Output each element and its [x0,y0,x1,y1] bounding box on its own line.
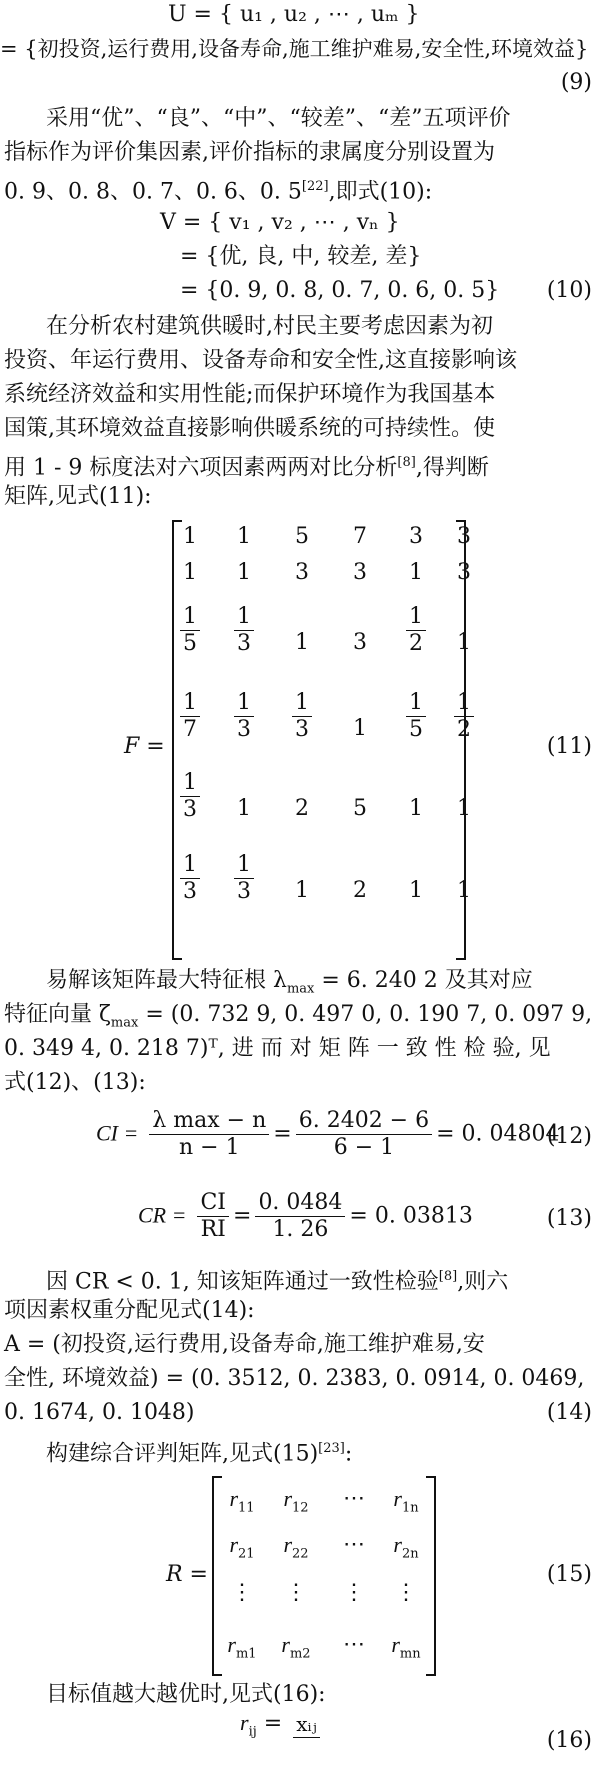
matrix-r-cell [386,1532,426,1561]
matrix-r-var: r [227,1632,236,1657]
matrix-fraction [234,690,254,743]
para1-line2: 指标作为评价集因素,评价指标的隶属度分别设置为 [4,140,495,165]
para2-line5-tail: ,得判断 [415,455,489,481]
para2-line5-text: 用 1 - 9 标度法对六项因素两两对比分析 [4,455,398,481]
fraction-denominator: 3 [237,879,251,904]
eq-number-16: (16) [546,1728,592,1753]
cr-den-2: 1. 26 [272,1217,329,1242]
para2-line3: 系统经济效益和实用性能;而保护环境作为我国基本 [4,382,496,407]
fraction-denominator: 3 [237,717,251,742]
citation-8b: [8] [438,1269,458,1284]
ci-den-2: 6 − 1 [333,1135,395,1160]
matrix-r-cell: ⋯ [343,1532,365,1557]
matrix-r-cell: ⋮ [231,1580,253,1605]
para3-line2-tail: = (0. 732 9, 0. 497 0, 0. 190 7, 0. 097 9, [138,1002,593,1027]
lambda-max-sub: max [286,981,315,997]
matrix-fraction [234,852,254,905]
matrix-r-cell [222,1486,262,1515]
matrix-r-cell: ⋯ [343,1486,365,1511]
fraction-numerator: 1 [292,690,312,717]
cr-fraction-2 [255,1190,345,1243]
fraction-denominator: 3 [183,797,197,822]
para4-line3: A = (初投资,运行费用,设备寿命,施工维护难易,安 [4,1332,485,1357]
matrix-f-cell [282,690,322,743]
fraction-denominator: 7 [183,717,197,742]
matrix-f-cell: 1 [457,878,471,903]
matrix-r-cell [276,1486,316,1515]
v-set-words: = {优, 良, 中, 较差, 差} [180,244,422,269]
matrix-f-cell: 1 [183,524,197,549]
matrix-f-cell: 3 [295,560,309,585]
fraction-denominator: 5 [183,631,197,656]
matrix-f-cell: 1 [457,630,471,655]
matrix-r-var: r [283,1486,292,1511]
para4-line4: 全性, 环境效益) = (0. 3512, 0. 2383, 0. 0914, 0. 0469, [4,1366,585,1391]
matrix-r-cell: ⋮ [395,1580,417,1605]
fraction-denominator: 3 [237,631,251,656]
matrix-fraction [180,770,200,823]
matrix-r-cell [386,1486,426,1515]
matrix-r-var: r [229,1486,238,1511]
matrix-f-cell: 3 [353,630,367,655]
matrix-r-right-bracket [426,1476,436,1676]
matrix-f-cell: 2 [353,878,367,903]
cr-num-1: CI [197,1190,229,1217]
fraction-numerator: 1 [234,852,254,879]
para3-line3: 0. 349 4, 0. 218 7)ᵀ, 进 而 对 矩 阵 一 致 性 检 验, 见 [4,1036,551,1061]
matrix-r-sub: mn [399,1646,421,1662]
matrix-fraction [406,690,426,743]
zeta-max-sub: max [110,1015,139,1031]
matrix-r-var: r [281,1632,290,1657]
matrix-r-cell: ⋮ [285,1580,307,1605]
citation-8: [8] [397,455,416,470]
matrix-f-cell: 1 [295,630,309,655]
matrix-f-cell: 1 [409,878,423,903]
matrix-r-var: r [393,1486,402,1511]
matrix-r-cell [222,1532,262,1561]
eq-number-11: (11) [546,734,592,759]
para3-line4: 式(12)、(13): [4,1070,146,1095]
cr-fraction-1 [197,1190,229,1243]
para1-line3-text: 0. 9、0. 8、0. 7、0. 6、0. 5 [4,179,302,205]
rij-equation: $r_{ij}$ = xᵢⱼ [240,1710,324,1745]
para3-line1-tail: = 6. 240 2 及其对应 [314,968,533,993]
para2-line2: 投资、年运行费用、设备寿命和安全性,这直接影响该 [4,348,517,373]
fraction-numerator: 1 [406,690,426,717]
v-set-values: = {0. 9, 0. 8, 0. 7, 0. 6, 0. 5} [180,278,500,303]
matrix-f-cell: 1 [409,560,423,585]
matrix-r-cell [386,1632,426,1661]
fraction-numerator: 1 [406,604,426,631]
matrix-f-cell: 1 [409,796,423,821]
matrix-f-cell [224,604,264,657]
eq-number-9: (9) [560,70,592,95]
matrix-r-sub: m2 [289,1646,311,1662]
matrix-r-cell [276,1532,316,1561]
cr-num-2: 0. 0484 [255,1190,345,1217]
rij-fraction [293,1711,320,1738]
matrix-r-cell [222,1632,262,1661]
para5-line1-text: 构建综合评判矩阵,见式(15) [46,1441,319,1467]
r-label: R = [166,1562,208,1587]
eq-number-15: (15) [546,1562,592,1587]
matrix-f-cell: 3 [457,524,471,549]
cr-den-1: RI [200,1217,226,1242]
fraction-numerator: 1 [180,604,200,631]
fraction-denominator: 3 [183,879,197,904]
para3-line1-text: 易解该矩阵最大特征根 λ [46,968,287,993]
para5-line1 [46,1434,352,1469]
matrix-r-var: r [391,1632,400,1657]
fraction-numerator: 1 [234,604,254,631]
matrix-f-cell: 1 [353,716,367,741]
matrix-f-cell [396,604,436,657]
matrix-r-cell [276,1632,316,1661]
matrix-f-cell: 1 [237,524,251,549]
matrix-f-cell: 1 [237,560,251,585]
matrix-r-sub: 2n [401,1546,419,1562]
ci-num-2: 6. 2402 − 6 [296,1108,432,1135]
matrix-f-cell: 2 [295,796,309,821]
para1-line3-tail: ,即式(10): [328,179,433,205]
matrix-r-var: r [393,1532,402,1557]
para2-line1: 在分析农村建筑供暖时,村民主要考虑因素为初 [46,314,493,339]
matrix-f-cell: 5 [295,524,309,549]
matrix-fraction [234,604,254,657]
para6-line1: 目标值越大越优时,见式(16): [46,1682,326,1707]
matrix-f-cell: 1 [183,560,197,585]
fraction-numerator: 1 [180,852,200,879]
fraction-numerator: 1 [454,690,474,717]
para1-line1: 采用“优”、“良”、“中”、“较差”、“差”五项评价 [46,106,511,131]
eq-number-12: (12) [546,1124,592,1149]
para1-line3 [4,172,432,207]
para2-line5 [4,448,489,483]
matrix-f-cell: 1 [457,796,471,821]
matrix-r-cell: ⋮ [343,1580,365,1605]
para3-line2-text: 特征向量 ζ [4,1002,111,1027]
para5-line1-tail: : [344,1441,353,1467]
matrix-r-sub: 1n [401,1500,419,1516]
matrix-r-sub: 11 [238,1500,255,1516]
para3-line2 [4,1000,592,1038]
matrix-f-cell: 3 [457,560,471,585]
para4-line1-tail: ,则六 [457,1269,509,1295]
matrix-r-sub: 21 [238,1546,255,1562]
matrix-r-cell: ⋯ [343,1632,365,1657]
ci-result: = 0. 04804 [436,1121,560,1147]
matrix-f-left-bracket [172,520,182,960]
rij-lhs: r [240,1710,249,1735]
ci-fraction-2 [296,1108,432,1161]
matrix-f-cell: 3 [409,524,423,549]
matrix-f-cell: 1 [237,796,251,821]
fraction-denominator: 2 [457,717,471,742]
matrix-f-cell [396,690,436,743]
fraction-denominator: 5 [409,717,423,742]
matrix-fraction [292,690,312,743]
matrix-fraction [180,690,200,743]
ci-lhs: CI = [96,1120,139,1146]
matrix-f-right-bracket [456,520,466,960]
matrix-r-sub: m1 [235,1646,257,1662]
rij-sub: ij [248,1724,257,1740]
para4-line2: 项因素权重分配见式(14): [4,1298,255,1323]
matrix-f-cell: 1 [295,878,309,903]
matrix-r-left-bracket [212,1476,222,1676]
f-label: F = [124,734,165,759]
citation-23: [23] [318,1441,345,1456]
para2-line6: 矩阵,见式(11): [4,484,152,509]
ci-den-1: n − 1 [179,1135,240,1160]
matrix-r-var: r [229,1532,238,1557]
cr-equation: CR = $\frac{CI}{RI}$ = $\frac{0. 0484}{1. 26}$ = 0. 03813 [138,1190,473,1242]
u-definition: U = { u₁ , u₂ , ⋯ , uₘ } [168,2,420,27]
ci-fraction-1 [149,1108,269,1161]
citation-22: [22] [301,179,329,194]
ci-equation: CI = $\frac{\text{λ max − n}}{n - 1}$ = $\frac{6. 2402 - 6}{6 - 1}$ = 0. 04804 [96,1108,560,1160]
matrix-r-sub: 22 [292,1546,309,1562]
para2-line4: 国策,其环境效益直接影响供暖系统的可持续性。使 [4,416,495,441]
ci-num-1: λ max − n [149,1108,269,1135]
fraction-numerator: 1 [180,690,200,717]
rij-num: xᵢⱼ [293,1711,320,1738]
matrix-fraction [406,604,426,657]
para3-line1 [46,966,533,1004]
para4-line1-text: 因 CR < 0. 1, 知该矩阵通过一致性检验 [46,1269,439,1295]
matrix-r-var: r [283,1532,292,1557]
u-factor-set: = {初投资,运行费用,设备寿命,施工维护难易,安全性,环境效益} [0,37,589,61]
matrix-f-cell: 5 [353,796,367,821]
para4-line1 [46,1262,508,1297]
eq-number-10: (10) [546,278,592,303]
fraction-numerator: 1 [234,690,254,717]
para4-line5: 0. 1674, 0. 1048) [4,1400,195,1425]
matrix-r-sub: 12 [292,1500,309,1516]
matrix-fraction [180,604,200,657]
v-definition: V = { v₁ , v₂ , ⋯ , vₙ } [160,210,400,235]
eq-number-14: (14) [546,1400,592,1425]
cr-lhs: CR = [138,1202,187,1228]
cr-result: = 0. 03813 [349,1203,473,1229]
matrix-f-cell [224,690,264,743]
matrix-f-cell [224,852,264,905]
eq-number-13: (13) [546,1206,592,1231]
fraction-denominator: 2 [409,631,423,656]
fraction-denominator: 3 [295,717,309,742]
matrix-fraction [180,852,200,905]
matrix-f-cell: 7 [353,524,367,549]
fraction-numerator: 1 [180,770,200,797]
matrix-f-cell: 3 [353,560,367,585]
